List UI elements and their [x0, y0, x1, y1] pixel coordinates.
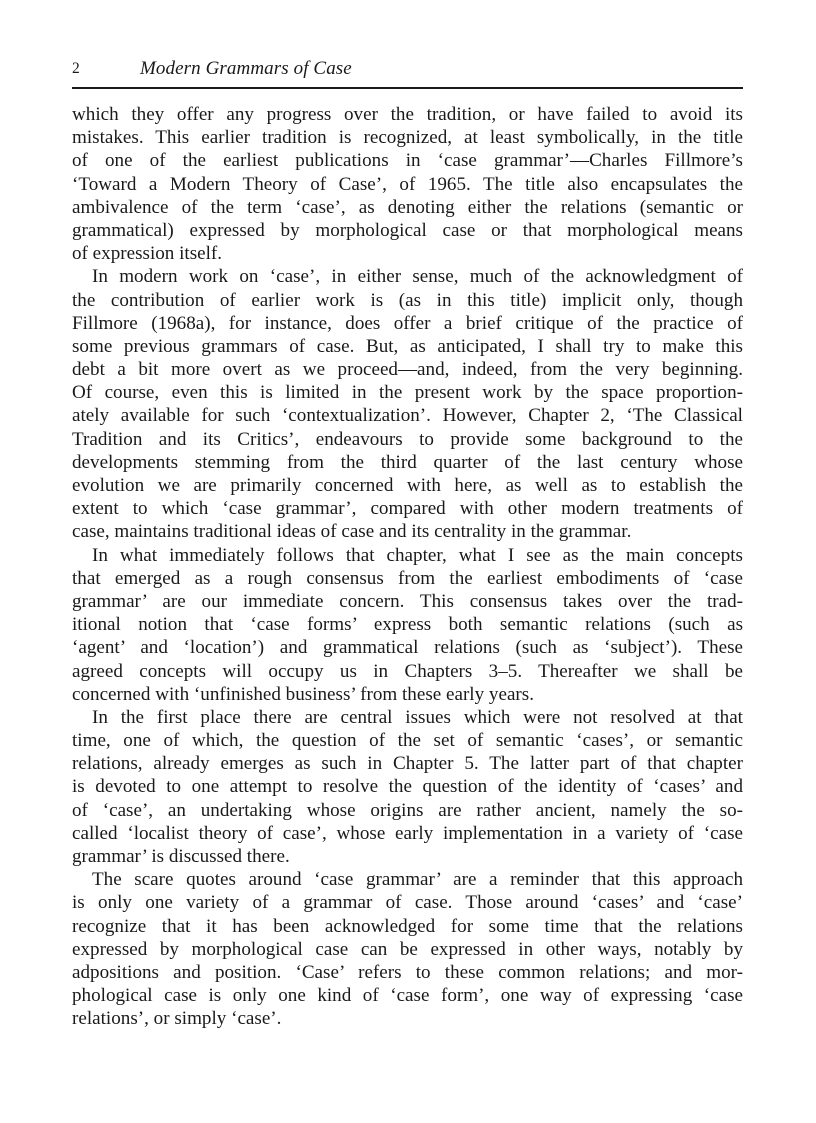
paragraph [72, 868, 743, 1030]
text-line: which they offer any progress over the tradition, or have failed to avoid its [72, 104, 743, 125]
text-line: extent to which ‘case grammar’, compared with other modern treatments of [72, 498, 743, 520]
text-line: case, maintains traditional ideas of case and its centrality in the grammar. [72, 521, 632, 543]
running-title: Modern Grammars of Case [140, 58, 352, 79]
text-line: adpositions and position. ‘Case’ refers to these common relations; and mor- [72, 961, 743, 983]
text-line: In what immediately follows that chapter, what I see as the main concepts [92, 544, 743, 566]
paragraph [72, 706, 743, 868]
text-line: In the first place there are central issues which were not resolved at that [92, 706, 743, 728]
text-line: some previous grammars of case. But, as anticipated, I shall try to make this [72, 335, 743, 357]
text-line: evolution we are primarily concerned with here, as well as to establish the [72, 475, 743, 496]
body-text [72, 103, 743, 1031]
text-line: concerned with ‘unfinished business’ from these early years. [72, 683, 534, 705]
text-line: is devoted to one attempt to resolve the question of the identity of ‘cases’ and [72, 776, 743, 798]
text-line: In modern work on ‘case’, in either sense, much of the acknowledgment of [92, 266, 743, 288]
text-line: that emerged as a rough consensus from the earliest embodiments of ‘case [72, 567, 743, 589]
text-line: mistakes. This earlier tradition is recognized, at least symbolically, in the title [72, 127, 743, 149]
text-line: of ‘case’, an undertaking whose origins are rather ancient, namely the so- [72, 799, 743, 821]
page-number: 2 [72, 60, 80, 77]
text-line: debt a bit more overt as we proceed—and, indeed, from the very beginning. [72, 359, 743, 381]
text-line: ambivalence of the term ‘case’, as denoting either the relations (semantic or [72, 196, 743, 218]
text-line: itional notion that ‘case forms’ express both semantic relations (such as [72, 614, 743, 636]
text-line: expressed by morphological case can be expressed in other ways, notably by [72, 938, 743, 960]
text-line: developments stemming from the third quarter of the last century whose [72, 451, 743, 473]
paragraph [72, 544, 743, 706]
text-line: phological case is only one kind of ‘case form’, one way of expressing ‘case [72, 985, 743, 1007]
text-line: ‘Toward a Modern Theory of Case’, of 1965. The title also encapsulates the [72, 173, 743, 195]
text-line: the contribution of earlier work is (as in this title) implicit only, though [72, 289, 743, 311]
text-line: recognize that it has been acknowledged for some time that the relations [72, 915, 743, 937]
text-line: agreed concepts will occupy us in Chapters 3–5. Thereafter we shall be [72, 660, 743, 682]
text-line: called ‘localist theory of case’, whose early implementation in a variety of ‘case [72, 822, 743, 844]
text-line: ately available for such ‘contextualization’. However, Chapter 2, ‘The Classical [72, 405, 743, 427]
text-line: ‘agent’ and ‘location’) and grammatical relations (such as ‘subject’). These [72, 637, 743, 659]
text-line: grammatical) expressed by morphological case or that morphological means [72, 219, 743, 241]
text-line: Tradition and its Critics’, endeavours to provide some background to the [72, 428, 743, 450]
text-line: grammar’ is discussed there. [72, 846, 290, 867]
text-line: Fillmore (1968a), for instance, does offer a brief critique of the practice of [72, 312, 743, 334]
text-line: relations, already emerges as such in Chapter 5. The latter part of that chapter [72, 753, 743, 775]
paragraph [72, 265, 743, 543]
text-line: time, one of which, the question of the set of semantic ‘cases’, or semantic [72, 730, 743, 752]
text-line: The scare quotes around ‘case grammar’ are a reminder that this approach [92, 869, 743, 891]
paragraph [72, 103, 743, 265]
header-rule [72, 87, 743, 89]
text-line: of one of the earliest publications in ‘case grammar’—Charles Fillmore’s [72, 150, 743, 172]
text-line: of expression itself. [72, 243, 223, 265]
text-line: relations’, or simply ‘case’. [72, 1008, 282, 1030]
text-line: is only one variety of a grammar of case. Those around ‘cases’ and ‘case’ [72, 892, 743, 914]
text-line: grammar’ are our immediate concern. This consensus takes over the trad- [72, 590, 743, 612]
text-line: Of course, even this is limited in the present work by the space proportion- [72, 382, 743, 404]
running-header [72, 58, 743, 84]
